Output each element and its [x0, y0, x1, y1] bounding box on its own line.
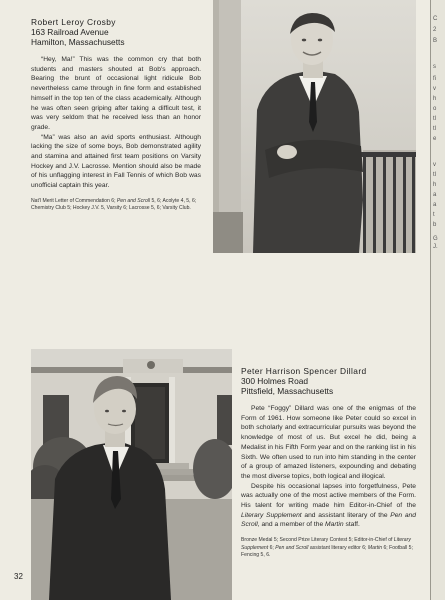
next-page-glyph: tl [433, 116, 436, 122]
next-page-glyph: C [433, 16, 438, 22]
next-page-glyph: s [433, 64, 436, 70]
entry-crosby [31, 17, 201, 213]
activities-text: Literary Supplement [241, 537, 411, 551]
next-page-glyph: t [433, 212, 435, 218]
bio-paragraph [241, 482, 416, 531]
activities-text: Pen and Scroll [116, 197, 151, 204]
next-page-glyph: a [433, 202, 437, 208]
bio-text: , and a member of the [257, 521, 326, 529]
next-page-glyph: tl [433, 172, 436, 178]
student-name: Peter Harrison Spencer Dillard [241, 366, 367, 376]
student-name: Robert Leroy Crosby [31, 17, 116, 27]
activities-text: Martin [367, 544, 383, 551]
bio-paragraph: “Hey, Ma!” This was the common cry that both students and masters shouted at Bob's approach. Bearing the brunt of occasional light ridicule Bob nevertheless came through in fine form and established himself in the top ten of the class academically. Although he was often seen griping after taking a difficult test, it was very seldom that he received less than an honor grade. [31, 56, 201, 131]
bio-text: Literary Supplement [241, 511, 302, 519]
activities-text: 6; [268, 544, 276, 551]
next-page-glyph: a [433, 192, 437, 198]
student-bio [31, 55, 201, 191]
student-address: 163 Railroad Avenue [31, 27, 109, 37]
activities-text: Pen and Scroll [275, 544, 309, 551]
bio-text: Martin [325, 521, 344, 529]
bio-text: Pen and Scroll [241, 511, 416, 529]
bio-text: and assistant literary of the [301, 511, 391, 519]
next-page-edge [430, 0, 445, 600]
bio-text: Despite his occasional lapses into forgetfulness, Pete was actually one of the most active members of the Form. His talent for writing made him Editor-in-Chief of the [241, 482, 416, 510]
next-page-glyph: tl [433, 126, 436, 132]
next-page-glyph: o [433, 106, 437, 112]
next-page-glyph: fi [433, 76, 436, 82]
next-page-glyph: J. [433, 244, 438, 250]
next-page-glyph: h [433, 96, 437, 102]
activities-text: 5, 6; Acolyte 4, 5, 6; Chemistry Club 5; Hockey J.V. 5, Varsity 6; Lacrosse 5, 6; Varsity Club. [31, 197, 197, 212]
next-page-glyph: h [433, 182, 437, 188]
student-activities [31, 198, 201, 213]
next-page-glyph: 2 [433, 27, 437, 33]
portrait-photo-crosby [213, 0, 416, 253]
activities-text: 6; Football 5; Fencing 5, 6. [241, 544, 413, 558]
next-page-glyph: v [433, 86, 436, 92]
student-activities [241, 537, 416, 559]
next-page-glyph: e [433, 136, 437, 142]
portrait-photo-dillard [31, 349, 232, 600]
next-page-glyph: b [433, 222, 437, 228]
student-bio [241, 404, 416, 530]
next-page-glyph: G [433, 236, 438, 242]
student-city: Hamilton, Massachusetts [31, 37, 125, 47]
activities-text: Nat'l Merit Letter of Commendation 6; [31, 197, 117, 204]
page-number: 32 [14, 572, 23, 581]
activities-text: Bronze Medal 5; Second Prize Literary Contest 5; Editor-in-Chief of [241, 537, 394, 544]
student-address: 300 Holmes Road [241, 376, 309, 386]
student-city: Pittsfield, Massachusetts [241, 386, 334, 396]
next-page-glyph: B [433, 38, 438, 44]
activities-text: assistant literary editor 6; [308, 544, 368, 551]
bio-paragraph: Pete “Foggy” Dillard was one of the enigmas of the Form of 1961. How someone like Peter could so excel in both scholarly and extracurricular pursuits was beyond the knowledge of most of us. But excel he did, being a Medalist in his Fifth Form year and on the ranking list in his Sixth. We often used to run into him standing in the center of a group of amazed listeners, expounding and debating the most diverse topics, both logical and illogical. [241, 405, 416, 480]
bio-text: staff. [343, 521, 360, 529]
bio-paragraph: “Ma” was also an avid sports enthusiast. Although lacking the size of some boys, Bob demonstrated agility and stamina and attained first team positions on Varsity Hockey and J.V. Lacrosse. Mention should also be made of his unflagging interest in Fall Tennis of which Bob was unofficial captain this year. [31, 133, 201, 190]
next-page-glyph: v [433, 162, 436, 168]
entry-dillard [241, 366, 416, 559]
